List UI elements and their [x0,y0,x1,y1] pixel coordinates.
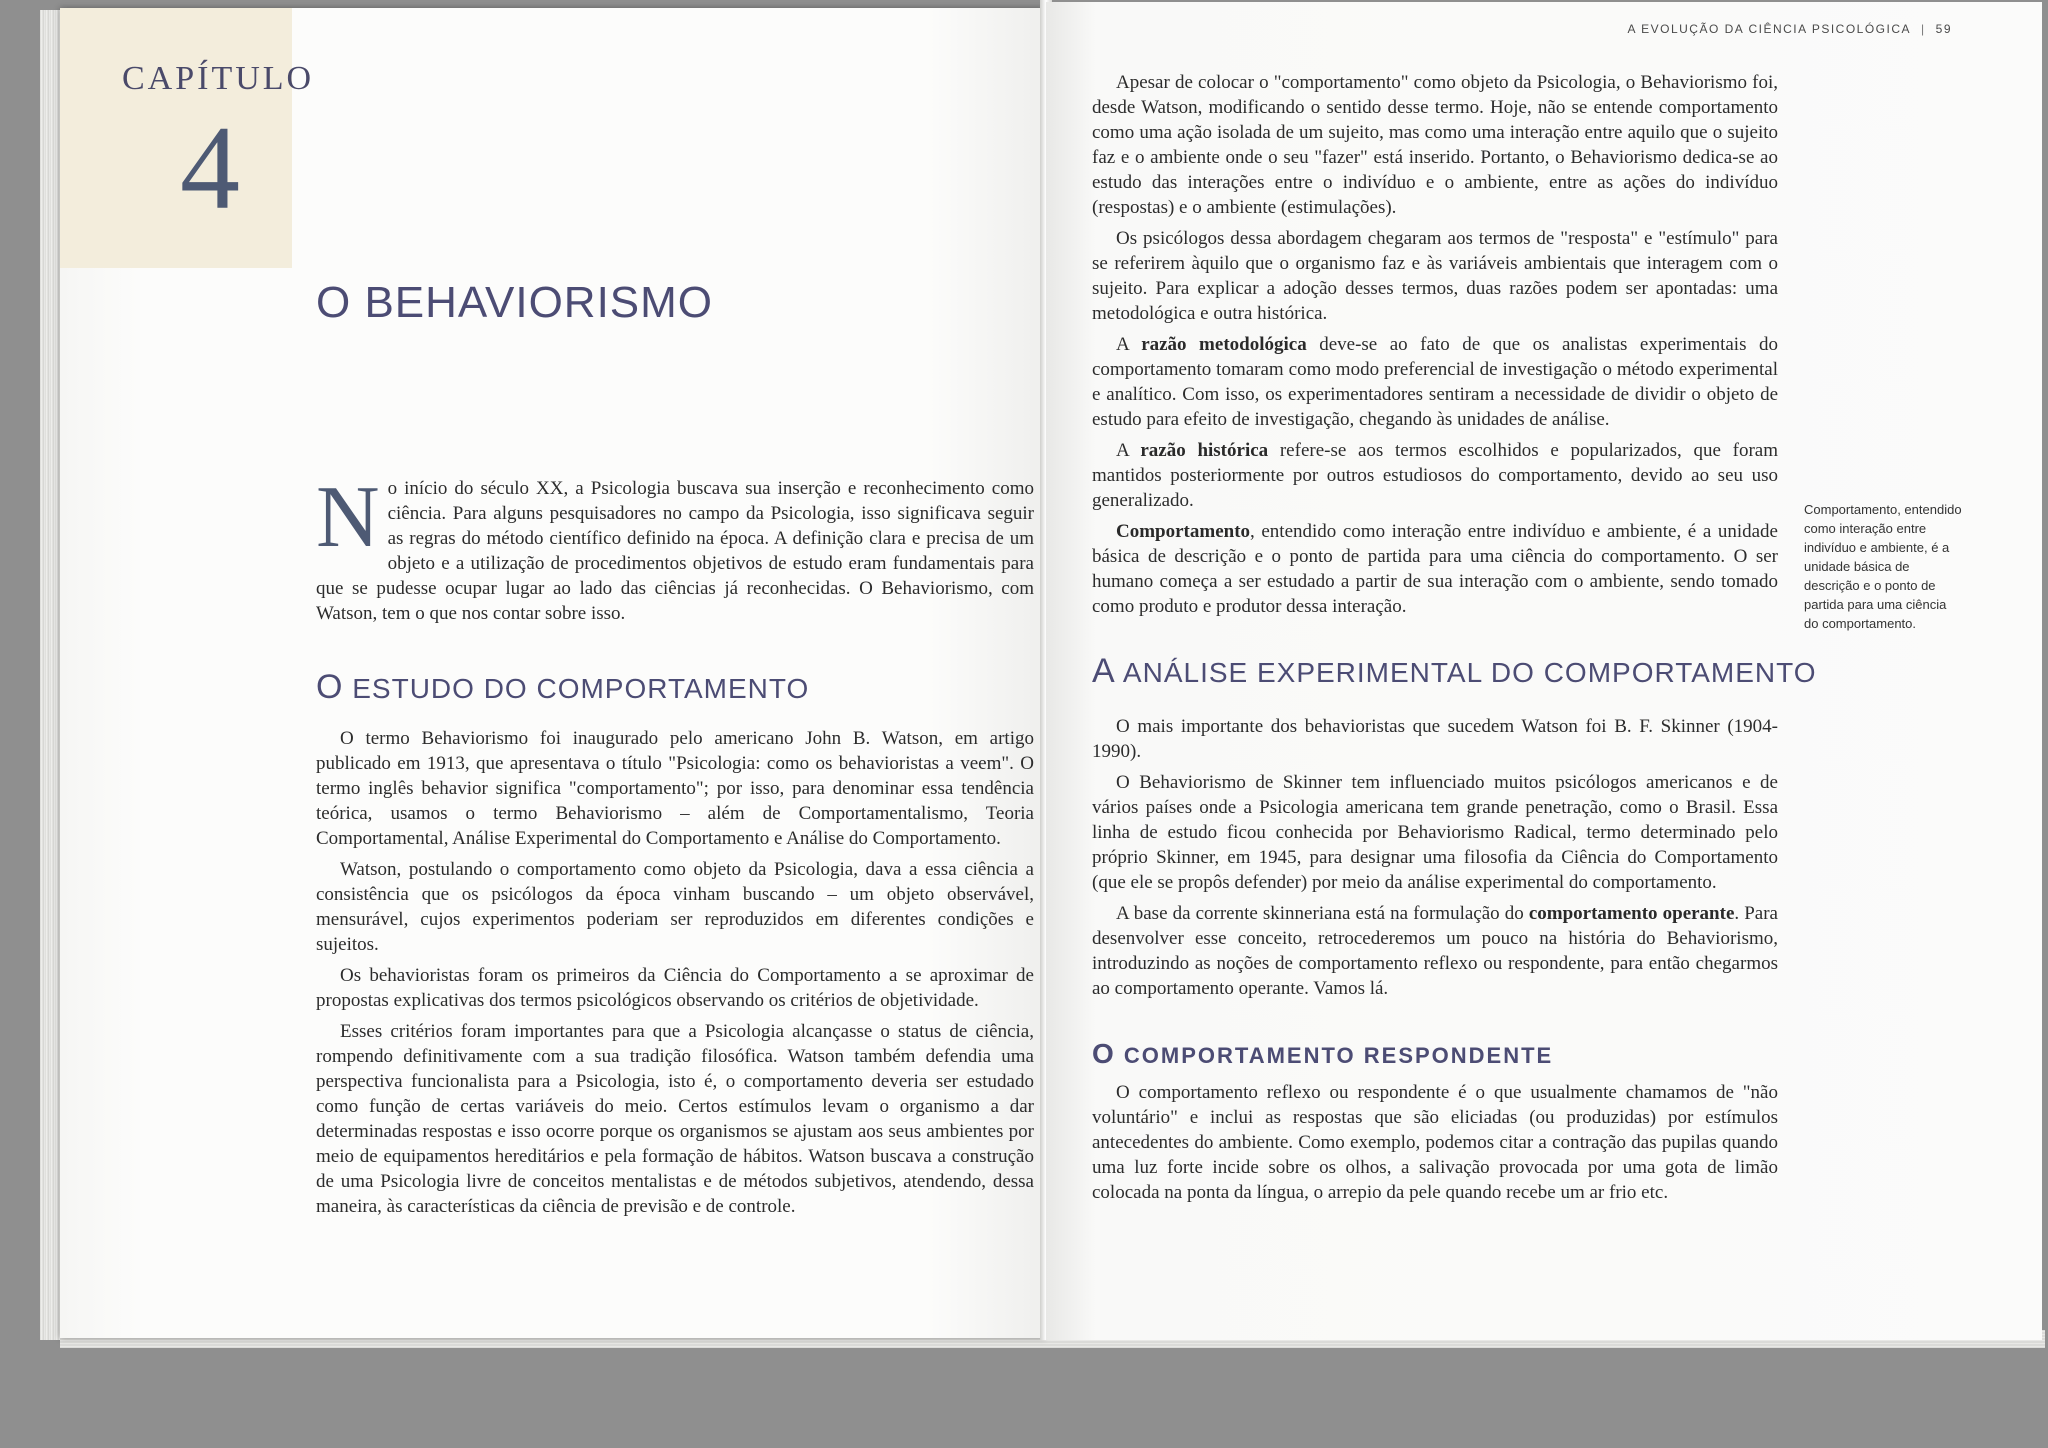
intro-text: o início do século XX, a Psicologia buscava sua inserção e reconhecimento como ciência. Para alguns pesquisadores no campo da Psicologia, isso significava seguir as regras do método científico definido na época. A definição clara e precisa de um objeto e a utilização de procedimentos objetivos de estudo eram fundamentais para que se pudesse ocupar lugar ao lado das ciências já reconhecidas. O Behaviorismo, com Watson, tem o que nos contar sobre isso. [316,478,1034,624]
right-page [1046,2,2042,1340]
section-heading-estudo [316,668,809,707]
running-head [1627,22,1952,36]
left-column [316,726,1034,1225]
text-span: A [1116,334,1142,355]
bold-term: Comportamento [1116,521,1251,542]
paragraph: Esses critérios foram importantes para que a Psicologia alcançasse o status de ciência, rompendo definitivamente com a sua tradição filosófica. Watson também defendia uma perspectiva funcionalista para a Psicologia, isto é, o comportamento deveria ser estudado como função de certas variáveis do meio. Certos estímulos levam o organismo a dar determinadas respostas e isso ocorre porque os organismos se ajustam aos seus ambientes por meio de equipamentos hereditários e pela formação de hábitos. Watson buscava a construção de uma Psicologia livre de conceitos mentalistas e de métodos subjetivos, atendendo, dessa maneira, às características da ciência de previsão e de controle. [316,1021,1034,1217]
margin-note: Comportamento, entendido como interação entre indivíduo e ambiente, é a unidade básica de descrição e o ponto de partida para uma ciência do comportamento. [1804,502,1962,631]
paragraph: Os behavioristas foram os primeiros da Ciência do Comportamento a se aproximar de propostas explicativas dos termos psicológicos observando os critérios de objetividade. [316,965,1034,1011]
bold-term: comportamento operante [1528,903,1735,924]
paragraph: O comportamento reflexo ou respondente é o que usualmente chamamos de "não voluntário" e inclui as respostas que são eliciadas (ou produzidas) por estímulos antecedentes do ambiente. Como exemplo, podemos citar a contração das pupilas quando uma luz forte incide sobre os olhos, a salivação provocada por uma gota de limão colocada na ponta da língua, o arrepio da pele quando recebe um ar frio etc. [1092,1082,1778,1203]
text-span: A [1116,440,1141,461]
right-column-middle [1092,714,1778,1007]
text-span: A base da corrente skinneriana está na formulação do [1116,903,1529,924]
section-heading-initial: A [1092,652,1116,690]
right-column-top [1092,70,1778,625]
chapter-title: O BEHAVIORISMO [316,278,714,327]
drop-cap: N [316,469,380,566]
subheading-respondente [1092,1038,1553,1070]
subheading-text: COMPORTAMENTO RESPONDENTE [1123,1043,1554,1068]
left-page [60,8,1045,1338]
paragraph: O Behaviorismo de Skinner tem influenciado muitos psicólogos americanos e de vários países onde a Psicologia americana tem grande penetração, como o Brasil. Essa linha de estudo ficou conhecida por Behaviorismo Radical, termo determinado pelo próprio Skinner, em 1945, para designar uma filosofia da Ciência do Comportamento (que ele se propôs defender) por meio da análise experimental do comportamento. [1092,772,1778,893]
paragraph: O mais importante dos behavioristas que sucedem Watson foi B. F. Skinner (1904-1990). [1092,716,1778,762]
text-span: , entendido como interação entre indivíduo e ambiente, é a unidade básica de descrição e o ponto de partida para uma ciência do comportamento. O ser humano começa a ser estudado a partir de sua interação com o ambiente, sendo tomado como produto e produtor dessa interação. [1092,521,1778,617]
paragraph [1092,901,1778,1001]
section-heading-text: ANÁLISE EXPERIMENTAL DO COMPORTAMENTO [1122,657,1817,688]
text-span: . Para desenvolver esse conceito, retrocederemos um pouco na história do Behaviorismo, introduzindo as noções de comportamento reflexo ou respondente, para então chegarmos ao comportamento operante. Vamos lá. [1092,903,1778,999]
section-heading-initial: O [316,668,344,706]
paragraph: Os psicólogos dessa abordagem chegaram aos termos de "resposta" e "estímulo" para se referirem àquilo que o organismo faz e às variáveis ambientais que interagem com o sujeito. Para explicar a adoção desses termos, duas razões podem ser apontadas: uma metodológica e outra histórica. [1092,228,1778,324]
bold-term: razão metodológica [1141,334,1307,355]
intro-paragraph [316,469,1034,632]
chapter-number: 4 [180,101,240,234]
running-head-separator: | [1921,22,1926,36]
paragraph: Apesar de colocar o "comportamento" como objeto da Psicologia, o Behaviorismo foi, desde Watson, modificando o sentido desse termo. Hoje, não se entende comportamento como uma ação isolada de um sujeito, mas como uma interação entre aquilo que o sujeito faz e o ambiente onde o seu "fazer" está inserido. Portanto, o Behaviorismo dedica-se ao estudo das interações entre o indivíduo e o ambiente, entre as ações do indivíduo (respostas) e o ambiente (estimulações). [1092,72,1778,218]
paragraph [1092,332,1778,432]
page-edges [40,10,62,1340]
bold-term: razão histórica [1140,440,1269,461]
paragraph [1092,438,1778,513]
running-head-title: A EVOLUÇÃO DA CIÊNCIA PSICOLÓGICA [1627,22,1912,36]
chapter-label: CAPÍTULO [122,60,315,97]
section-heading-text: ESTUDO DO COMPORTAMENTO [352,673,810,704]
right-column-bottom [1092,1080,1778,1211]
paragraph: Watson, postulando o comportamento como objeto da Psicologia, dava a essa ciência a consistência que os psicólogos da época vinham buscando – um objeto observável, mensurável, cujos experimentos poderiam ser reproduzidos em diferentes condições e sujeitos. [316,859,1034,955]
subheading-initial: O [1092,1038,1116,1069]
text-span: refere-se aos termos escolhidos e popularizados, que foram mantidos posteriormente por outros estudiosos do comportamento, devido ao seu uso generalizado. [1092,440,1778,511]
paragraph: O termo Behaviorismo foi inaugurado pelo americano John B. Watson, em artigo publicado em 1913, que apresentava o título "Psicologia: como os behavioristas a veem". O termo inglês behavior significa "comportamento"; por isso, para denominar essa tendência teórica, usamos o termo Behaviorismo – além de Comportamentalismo, Teoria Comportamental, Análise Experimental do Comportamento e Análise do Comportamento. [316,728,1034,849]
text-span: deve-se ao fato de que os analistas experimentais do comportamento tomaram como modo preferencial de investigação o método experimental e analítico. Com isso, os experimentadores sentiram a necessidade de dividir o objeto de estudo para efeito de investigação, chegando às unidades de análise. [1092,334,1778,430]
page-number: 59 [1935,22,1952,36]
section-heading-analise [1092,652,1817,691]
chapter-box [60,8,315,268]
paragraph [1092,519,1778,619]
